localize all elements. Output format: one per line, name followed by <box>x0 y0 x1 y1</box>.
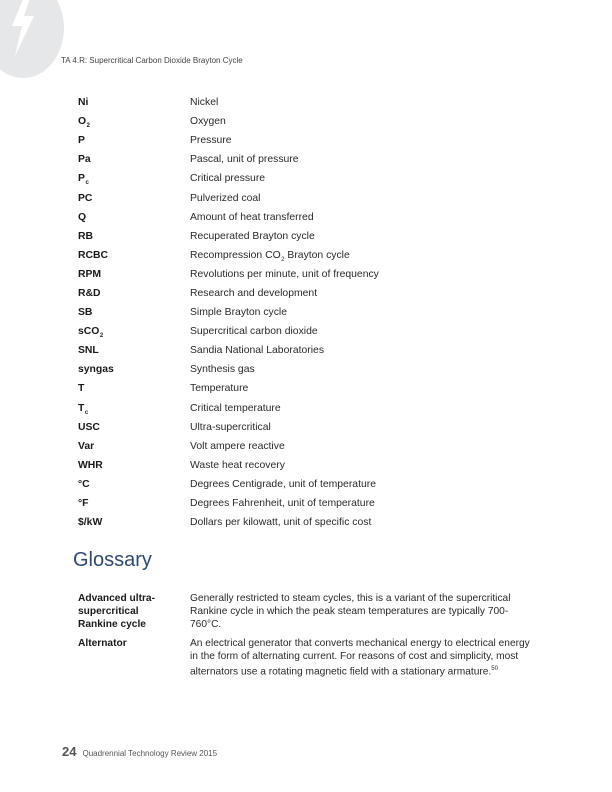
acronym-row <box>78 456 558 475</box>
acronym-definition: Recompression $CO_2$ Brayton cycle <box>190 249 350 263</box>
glossary-entry <box>78 637 538 678</box>
acronym-term: $T_c$ <box>78 402 89 416</box>
acronym-definition: Pulverized coal <box>190 192 261 204</box>
acronym-row <box>78 303 558 322</box>
acronym-term: PC <box>78 192 93 204</box>
acronym-term: RCBC <box>78 249 109 261</box>
acronym-term: $P_c$ <box>78 173 89 187</box>
acronym-row <box>78 513 558 532</box>
acronym-term: P <box>78 135 85 147</box>
acronym-term: °C <box>78 478 90 490</box>
acronym-row <box>78 227 558 246</box>
acronym-definition: Supercritical carbon dioxide <box>190 326 318 338</box>
acronym-definition: Amount of heat transferred <box>190 211 314 223</box>
running-header: TA 4.R: Supercritical Carbon Dioxide Brayton Cycle <box>61 56 243 65</box>
acronym-row <box>78 399 558 418</box>
glossary-entry <box>78 592 538 631</box>
acronym-row <box>78 379 558 398</box>
acronym-row <box>78 112 558 131</box>
acronym-term: $/kW <box>78 517 103 529</box>
acronym-term: °F <box>78 498 89 510</box>
acronym-term: WHR <box>78 459 103 471</box>
acronym-row <box>78 246 558 265</box>
acronym-term: RB <box>78 230 94 242</box>
acronym-definition: Nickel <box>190 97 219 109</box>
acronym-row <box>78 265 558 284</box>
acronym-definition: Dollars per kilowatt, unit of specific cost <box>190 517 372 529</box>
acronym-definition: Critical pressure <box>190 173 266 185</box>
page-number: 24 <box>62 744 77 759</box>
acronym-term: RPM <box>78 268 102 280</box>
acronym-definition: Critical temperature <box>190 402 281 414</box>
footnote-marker: 50 <box>491 666 498 672</box>
acronym-definition: Simple Brayton cycle <box>190 307 288 319</box>
acronym-definition: Oxygen <box>190 116 226 128</box>
publication-title: Quadrennial Technology Review 2015 <box>82 749 218 758</box>
acronym-row <box>78 341 558 360</box>
acronym-row <box>78 360 558 379</box>
acronym-row <box>78 93 558 112</box>
glossary-term: Alternator <box>78 638 127 649</box>
glossary-heading: Glossary <box>73 549 152 571</box>
acronym-definition: Research and development <box>190 287 318 299</box>
acronym-definition: Volt ampere reactive <box>190 440 285 452</box>
acronym-term: SNL <box>78 345 99 357</box>
acronym-row <box>78 284 558 303</box>
acronym-definition: Sandia National Laboratories <box>190 345 325 357</box>
acronym-definition: Recuperated Brayton cycle <box>190 230 315 242</box>
acronym-row <box>78 169 558 188</box>
acronym-definition: Synthesis gas <box>190 364 255 376</box>
acronym-definition: Revolutions per minute, unit of frequency <box>190 268 379 280</box>
acronym-definition: Pascal, unit of pressure <box>190 154 299 166</box>
acronym-term: $O_2$ <box>78 116 90 130</box>
acronym-term: USC <box>78 421 100 433</box>
acronym-term: syngas <box>78 364 114 376</box>
acronym-row <box>78 322 558 341</box>
acronym-term: Q <box>78 211 87 223</box>
acronym-definition: Degrees Fahrenheit, unit of temperature <box>190 498 375 510</box>
acronym-term: Ni <box>78 97 89 109</box>
acronym-row <box>78 418 558 437</box>
acronym-definition: Pressure <box>190 135 232 147</box>
glossary-list <box>78 592 538 684</box>
acronym-term: SB <box>78 307 93 319</box>
acronym-row <box>78 494 558 513</box>
acronym-row <box>78 150 558 169</box>
lightning-bolt-logo-icon <box>0 0 64 78</box>
acronym-term: sCO$_2$ <box>78 326 104 340</box>
acronym-definition: Ultra-supercritical <box>190 421 271 433</box>
page-footer <box>62 744 217 759</box>
acronym-row <box>78 131 558 150</box>
acronym-table <box>78 93 558 532</box>
acronym-row <box>78 437 558 456</box>
acronym-term: Var <box>78 440 95 452</box>
acronym-term: Pa <box>78 154 91 166</box>
acronym-row <box>78 188 558 207</box>
acronym-term: T <box>78 383 85 395</box>
acronym-row <box>78 208 558 227</box>
acronym-definition: Degrees Centigrade, unit of temperature <box>190 478 376 490</box>
glossary-term: Advanced ultra- supercritical Rankine cycle <box>78 593 155 630</box>
glossary-definition: An electrical generator that converts mechanical energy to electrical energy in the form of alternating current. For reasons of cost and simplicity, most alternators use a rotating magnetic field with a stationary armature.$^{50}$ <box>190 638 530 678</box>
acronym-row <box>78 475 558 494</box>
acronym-definition: Temperature <box>190 383 249 395</box>
acronym-term: R&D <box>78 287 101 299</box>
glossary-definition: Generally restricted to steam cycles, this is a variant of the supercritical Rankine cycle in which the peak steam temperatures are typically 700-760°C. <box>190 593 511 630</box>
acronym-definition: Waste heat recovery <box>190 459 285 471</box>
